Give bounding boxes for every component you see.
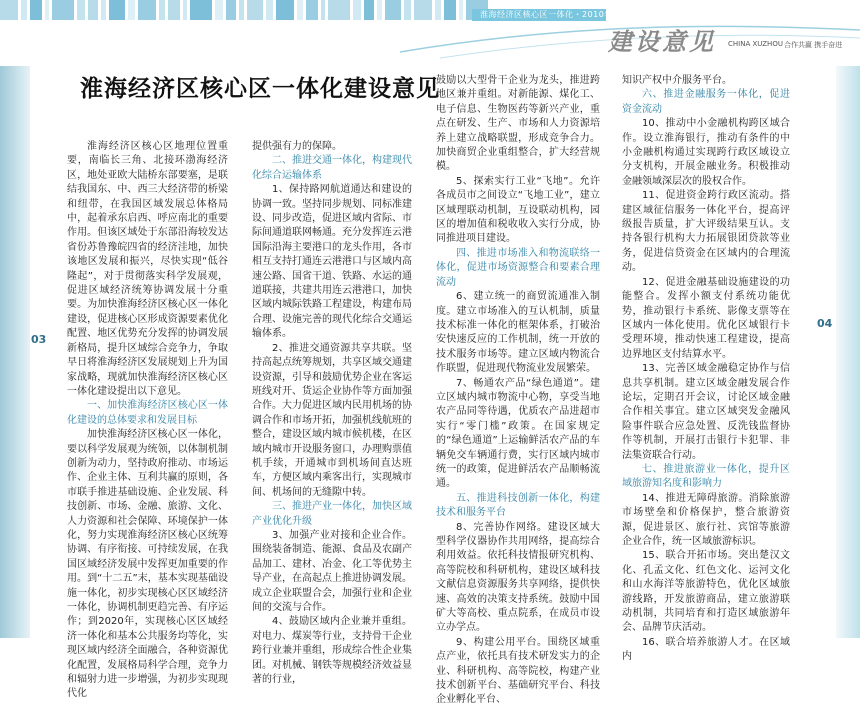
header-stripe [52,0,74,20]
header-stripe [190,0,212,20]
body-paragraph: 知识产权中介服务平台。 [622,75,732,86]
header-slogan: 合作共赢 携手奋进 [784,41,843,49]
header-stripe [215,0,223,20]
header-stripe [385,0,401,20]
header-stripe [297,0,303,20]
header-banner [0,0,860,66]
section-heading: 七、推进旅游业一体化，提升区域旅游知名度和影响力 [622,463,790,490]
section-heading: 四、推进市场准入和物流联络一体化，促进市场资源整合和要素合理流动 [436,247,600,288]
body-paragraph: 2、推进交通资源共享共联。坚持高起点统筹规划，共享区域交通建设资源，引导和鼓励优势企业在客运班线对开、货运企业协作等方面加强合作。大力促进区域内民用机场的协调合作和市场开拓，加强机线航班的整合，建设区域内城市候机楼，在区域内城市开设服务窗口，办理购票值机手续，开通城市到机场间直达班车，方便区域内乘客出行，实现城市间、机场间的无缝隙中转。 [252,342,412,498]
header-stripe [159,0,165,20]
body-paragraph: 15、联合开拓市场。突出楚汉文化、孔孟文化、红色文化、运河文化和山水海洋等旅游特色，优化区域旅游线路，开发旅游商品，建立旅游联动机制，共同培育和打造区域旅游年会、品牌节庆活动。 [622,550,790,634]
body-paragraph: 5、探索实行工业“飞地”。允许各成员市之间设立“飞地工业”，建立区域理联动机制，互设联动机构，园区的增加值和税收收入实行分成，协同推进项目建设。 [436,175,600,245]
header-stripe [77,0,85,20]
header-stripe [353,0,361,20]
body-paragraph: 16、联合培养旅游人才。在区域内 [622,636,790,663]
text-column-3 [436,74,600,708]
header-stripe [88,0,98,20]
header-stripe [306,0,318,20]
body-paragraph: 加快淮海经济区核心区一体化，要以科学发展观为统领，以体制机制创新为动力，坚持政府推动、市场运作、企业主体、互利共赢的原则，各市联手推进基础设施、企业发展、科技创新、市场、金融、旅游、文化、人力资源和社会保障、环境保护一体化，努力实现淮海经济区核心区统筹协调、有序衔接、可持续发展，在我国区域经济发展中发挥更加重要的作用。到“十二五”末，基本实现基础设施一体化，初步实现核心区区域经济一体化，协调机制更趋完善、有序运作；到2020年，实现核心区区域经济一体化和基本公共服务均等化，实现区域内经济全面融合，各种资源优化配置，发展格局科学合理，竞争力和辐射力进一步增强，为初步实现现代化 [67,429,228,700]
body-paragraph: 14、推进无障碍旅游。消除旅游市场壁垒和价格保护，整合旅游资源，促进景区、旅行社、宾馆等旅游企业合作，统一区域旅游标识。 [622,492,790,547]
body-paragraph: 4、鼓励区域内企业兼并重组。对电力、煤炭等行业，支持骨干企业跨行业兼并重组，形成综合性企业集团。对机械、钢铁等规模经济效益显著的行业， [252,616,412,686]
body-paragraph: 淮海经济区核心区地理位置重要，南临长三角、北接环渤海经济区，地处亚欧大陆桥东部要塞，是联结我国东、中、西三大经济带的桥梁和纽带，在我国区域发展总体格局中，起着承东启西、呼应南北的重要作用。但该区域处于东部沿海较发达省份苏鲁豫皖四省的经济洼地，加快该地区发展和振兴，尽快实现“低谷隆起”，对于贯彻落实科学发展观，促进区域经济统筹协调发展十分重要。为加快淮海经济区核心区一体化建设，促进核心区形成资源要素优化配置、地区优势充分发挥的协调发展新格局，提升区域综合竞争力，争取早日将淮海经济区发展规划上升为国家战略，现就加快淮海经济区核心区一体化建设提出以下意见。 [67,141,228,397]
body-paragraph: 提供强有力的保障。 [252,141,342,152]
section-brand-en: CHINA XUZHOU [728,40,783,48]
header-stripe [239,0,244,20]
text-column-4 [622,74,790,665]
header-stripe [128,0,135,20]
section-brand: 建设意见 [608,27,716,56]
body-paragraph: 10、推动中小金融机构跨区域合作。设立淮海银行，推动有条件的中小金融机构通过实现跨行政区域设立分支机构，开展金融业务。积极推动金融领域深层次的股权合作。 [622,118,790,187]
header-stripe [377,0,382,20]
body-paragraph: 7、畅通农产品“绿色通道”。建立区域内城市物流中心物，享受当地农产品同等待遇，优质农产品进超市实行“零门槛”政策。在国家规定的“绿色通道”上运输鲜活农产品的车辆免交车辆通行费，实行区域内城市统一的政策，促进鲜活农产品顺畅流通。 [436,377,600,490]
header-stripe [101,0,106,20]
header-stripe [21,0,27,20]
header-stripe [321,0,325,20]
section-heading: 六、推进金融服务一体化，促进资金流动 [622,89,790,115]
right-page-edge [836,66,860,638]
header-stripe [30,0,42,20]
body-paragraph: 鼓励以大型骨干企业为龙头，推进跨地区兼并重组。对新能源、煤化工、电子信息、生物医药等新兴产业，重点在研发、生产、市场和人力资源培养上建立战略联盟，形成竞争合力。加快商贸企业重组整合，扩大经营规模。 [436,75,600,173]
body-paragraph: 12、促进金融基础设施建设的功能整合。发挥小额支付系统功能优势，推动银行卡系统、影像支票等在区域内一体化使用。优化区域银行卡受理环境，推动快速工程建设，提高边界地区支付结算水平。 [622,276,790,360]
header-stripe [0,0,18,20]
header-stripe [364,0,374,20]
section-heading: 二、推进交通一体化，构建现代化综合运输体系 [252,155,412,181]
page-number-left: 03 [31,333,47,346]
section-heading: 三、推进产业一体化，加快区域产业优化升级 [252,501,412,527]
body-paragraph: 13、完善区域金融稳定协作与信息共享机制。建立区域金融发展合作论坛，定期召开会议，讨论区域金融合作相关事宜。建立区域突发金融风险事件联合应急处置、反洗钱监督协作等机制，开展打击银行卡犯罪、非法集资联合行动。 [622,363,790,461]
body-paragraph: 8、完善协作网络。建设区域大型科学仪器协作共用网络，提高综合利用效益。依托科技情报研究机构、高等院校和科研机构，建设区域科技文献信息资源服务共享网络，提供快速、高效的决策支持系统。鼓励中国矿大等高校、重点院系，在成员市设立办学点。 [436,521,600,634]
text-column-1 [67,140,228,702]
body-paragraph: 1、保持路网航道通达和建设的协调一致。坚持同步规划、同标准建设、同步改造，促进区域内省际、市际间通道联网畅通。充分发挥连云港国际沿海主要港口的龙头作用，各市相互支持打通连云港港口与区域内高速公路、国省干道、铁路、水运的通道联接，共建共用连云港港口，加快区域内城际铁路工程建设，构建布局合理、设施完善的现代化综合交通运输体系。 [252,184,412,340]
header-stripe [183,0,187,20]
body-paragraph: 9、构建公用平台。围绕区域重点产业，依托具有技术研发实力的企业、科研机构、高等院校，构建产业技术创新平台、基础研究平台、科技企业孵化平台、 [436,636,600,706]
left-page-edge [0,66,30,638]
header-stripe [276,0,294,20]
header-stripe [45,0,49,20]
header-stripe [109,0,125,20]
section-heading: 一、加快淮海经济区核心区一体化建设的总体要求和发展目标 [67,400,228,426]
header-stripe [247,0,263,20]
section-heading: 五、推进科技创新一体化，构建技术和服务平台 [436,492,600,519]
header-stripe [226,0,236,20]
page-number-right: 04 [817,317,833,330]
header-stripe [138,0,156,20]
header-stripe [168,0,180,20]
header-stripe [266,0,273,20]
body-paragraph: 3、加强产业对接和企业合作。围绕装备制造、能源、食品及农副产品加工、建材、冶金、化工等优势主导产业，在高起点上推进协调发展。成立企业联盟合会，加强行业和企业间的交流与合作。 [252,529,412,613]
body-paragraph: 11、促进资金跨行政区流动。搭建区域征信服务一体化平台，提高评级报告质量，扩大评级结果互认。支持各银行机构大力拓展银团贷款等业务，促进信贷资金在区域内的合理流动。 [622,190,790,274]
article-title: 淮海经济区核心区一体化建设意见 [80,75,440,102]
body-paragraph: 6、建立统一的商贸流通准入制度。建立市场准入的互认机制，质量技术标准一体化的框架体系，打破治安快速反应的工作机制，统一开放的技术服务市场等。建立区域内物流合作联盟，促进现代物流业发展繁荣。 [436,291,600,375]
text-column-2 [252,140,412,687]
publication-name: 淮海经济区核心区一体化・2010年度 [480,10,622,19]
header-stripe [328,0,350,20]
